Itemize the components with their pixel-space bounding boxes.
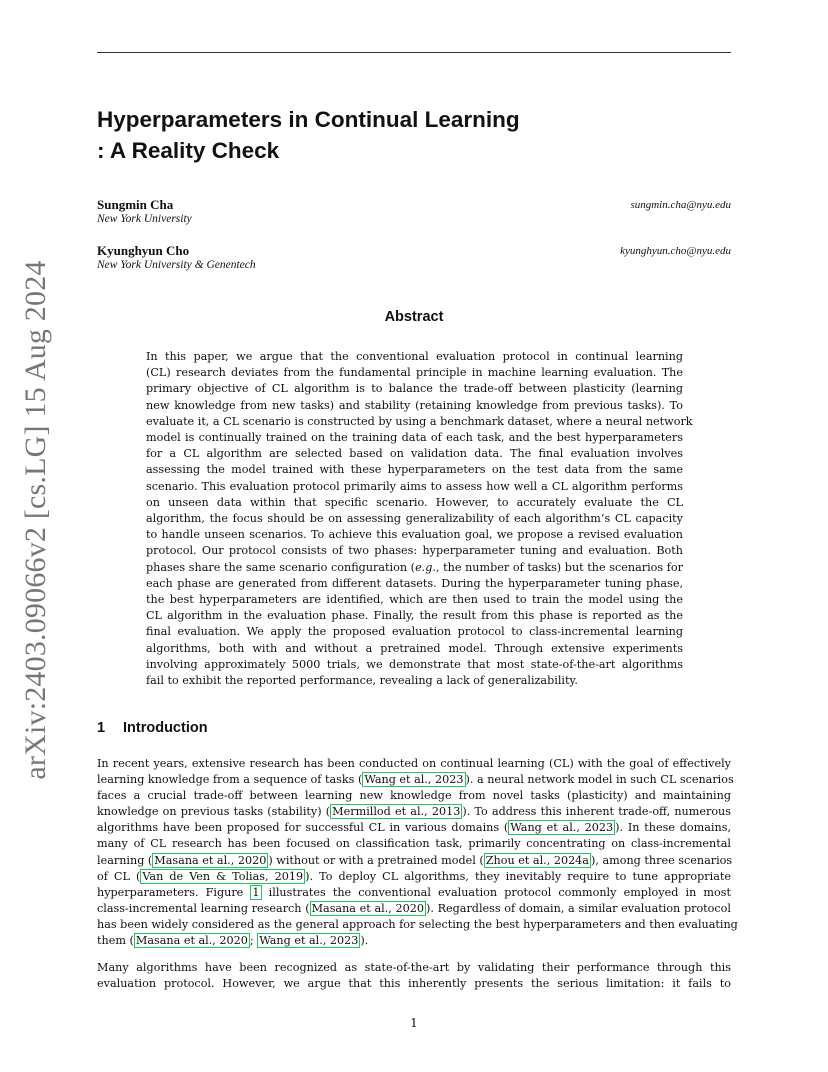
section-number: 1 (97, 720, 106, 736)
emphasis-eg: e.g. (415, 560, 436, 574)
paragraph-line (97, 933, 731, 949)
section-title: Introduction (123, 720, 208, 736)
abstract-line: CL algorithm in the evaluation phase. Finally, the result from this phase is reported as the (146, 609, 683, 623)
text-run: knowledge on previous tasks (stability) ( (97, 805, 331, 819)
page-number: 1 (410, 1016, 418, 1030)
text-run: , the number of tasks) but the scenarios for (435, 560, 683, 574)
citation-link[interactable]: Zhou et al., 2024a (485, 853, 589, 867)
title-line: : A Reality Check (97, 138, 280, 163)
author-email[interactable]: sungmin.cha@nyu.edu (630, 199, 731, 211)
abstract-line: model is continually trained on the training data of each task, and the best hyperparameters (146, 431, 683, 445)
citation-link[interactable]: Mermillod et al., 2013 (332, 805, 461, 819)
paragraph-line (97, 853, 731, 869)
abstract-line: fail to exhibit the reported performance, revealing a lack of generalizability. (146, 674, 578, 688)
text-run: ). (360, 934, 369, 948)
figure-ref-link[interactable]: 1 (252, 885, 260, 899)
abstract-line: new knowledge from new tasks) and stability (retaining knowledge from previous tasks). To (146, 398, 683, 412)
author-name: Kyunghyun Cho (97, 243, 190, 258)
author-affiliation: New York University (97, 213, 192, 225)
citation-link[interactable]: Wang et al., 2023 (510, 821, 614, 835)
paragraph-line: In recent years, extensive research has been conducted on continual learning (CL) with the goal of effectively (97, 757, 731, 770)
paragraph-line (97, 869, 731, 885)
citation-link[interactable]: Wang et al., 2023 (364, 773, 464, 787)
text-run: of CL ( (97, 869, 141, 883)
abstract-line: protocol. Our protocol consists of two phases: hyperparameter tuning and evaluation. Both (146, 544, 683, 558)
author-name: Sungmin Cha (97, 197, 174, 212)
arxiv-identifier-stamp: arXiv:2403.09066v2 [cs.LG] 15 Aug 2024 (19, 260, 52, 780)
abstract-line: algorithm, the focus should be on assessing generalizability of each algorithm’s CL capacity (146, 512, 683, 526)
title-line: Hyperparameters in Continual Learning (97, 107, 520, 132)
paragraph-line: has been widely considered as the general approach for selecting the best hyperparameters and then evaluating (97, 917, 738, 931)
section-heading (97, 720, 208, 736)
text-run: hyperparameters. Figure (97, 885, 251, 899)
intro-paragraph (97, 960, 731, 992)
top-rule (97, 52, 731, 53)
abstract-line: the best hyperparameters are identified, which are then used to train the model using the (146, 593, 683, 607)
abstract-heading: Abstract (384, 309, 444, 325)
text-run: ), among three scenarios (590, 853, 733, 867)
abstract-line: algorithms, both with and without a pretrained model. Through extensive experiments (146, 641, 683, 655)
abstract-line: primary objective of CL algorithm is to balance the trade-off between plasticity (learning (146, 382, 683, 396)
abstract-line: evaluate it, a CL scenario is constructed by using a benchmark dataset, where a neural network (146, 414, 693, 428)
text-run: algorithms have been proposed for successful CL in various domains ( (97, 821, 509, 835)
citation-link[interactable]: Masana et al., 2020 (311, 901, 424, 915)
text-run: ). In these domains, (615, 821, 732, 835)
text-run: ). a neural network model in such CL scenarios (465, 773, 734, 787)
abstract-line: on unseen data within that specific scenario. However, to accurately evaluate the CL (146, 495, 683, 509)
paragraph-line (97, 804, 731, 820)
abstract-line: assessing the model trained with these hyperparameters on the test data from the same (146, 463, 683, 477)
paragraph-line: many of CL research has been focused on classification task, primarily concentrating on class-incremental (97, 837, 731, 851)
paragraph-line: Many algorithms have been recognized as state-of-the-art by validating their performance through this (97, 961, 731, 974)
abstract-line: for a CL algorithm are selected based on validation data. The final evaluation involves (146, 447, 683, 461)
text-run: learning knowledge from a sequence of tasks ( (97, 773, 363, 787)
text-run: ). To address this inherent trade-off, numerous (462, 805, 732, 819)
abstract-line: (CL) research deviates from the fundamental principle in machine learning evaluation. The (146, 366, 683, 380)
text-run: ). To deploy CL algorithms, they inevitably require to tune appropriate (305, 869, 732, 883)
abstract-line: final evaluation. We apply the proposed evaluation protocol to class-incremental learning (146, 625, 683, 639)
text-run: phases share the same scenario configuration ( (146, 560, 416, 574)
citation-link[interactable]: Masana et al., 2020 (135, 934, 248, 948)
paper-title (97, 104, 657, 166)
author-email[interactable]: kyunghyun.cho@nyu.edu (620, 245, 731, 257)
abstract-body (146, 349, 693, 689)
abstract-line: In this paper, we argue that the conventional evaluation protocol in continual learning (146, 350, 683, 363)
abstract-line: to handle unseen scenarios. To achieve this evaluation goal, we propose a revised evaluation (146, 528, 683, 542)
citation-link[interactable]: Wang et al., 2023 (259, 934, 359, 948)
author-affiliation: New York University & Genentech (97, 259, 256, 271)
citation-link[interactable]: Masana et al., 2020 (154, 853, 267, 867)
paragraph-line (97, 885, 731, 901)
text-run: illustrates the conventional evaluation protocol commonly employed in most (261, 885, 731, 899)
abstract-line: scenario. This evaluation protocol primarily aims to assess how well a CL algorithm performs (146, 479, 683, 493)
paragraph-line (97, 901, 731, 917)
abstract-line: each phase are generated from different datasets. During the hyperparameter tuning phase, (146, 576, 683, 590)
paragraph-line: evaluation protocol. However, we argue that this inherently presents the serious limitation: it fails to (97, 977, 731, 991)
paragraph-line (97, 820, 731, 836)
text-run: ; (249, 934, 258, 948)
citation-link[interactable]: Van de Ven & Tolias, 2019 (142, 869, 304, 883)
text-run: ). Regardless of domain, a similar evaluation protocol (425, 901, 731, 915)
text-run: learning ( (97, 853, 153, 867)
paragraph-line (97, 772, 734, 788)
text-run: them ( (97, 934, 134, 948)
text-run: class-incremental learning research ( (97, 901, 310, 915)
paragraph-line: faces a crucial trade-off between learning new knowledge from novel tasks (plasticity) and maintaining (97, 789, 731, 803)
intro-paragraph (97, 756, 738, 949)
abstract-line: involving approximately 5000 trials, we demonstrate that most state-of-the-art algorithms (146, 657, 683, 671)
text-run: ) without or with a pretrained model ( (268, 853, 484, 867)
abstract-line (146, 560, 683, 576)
